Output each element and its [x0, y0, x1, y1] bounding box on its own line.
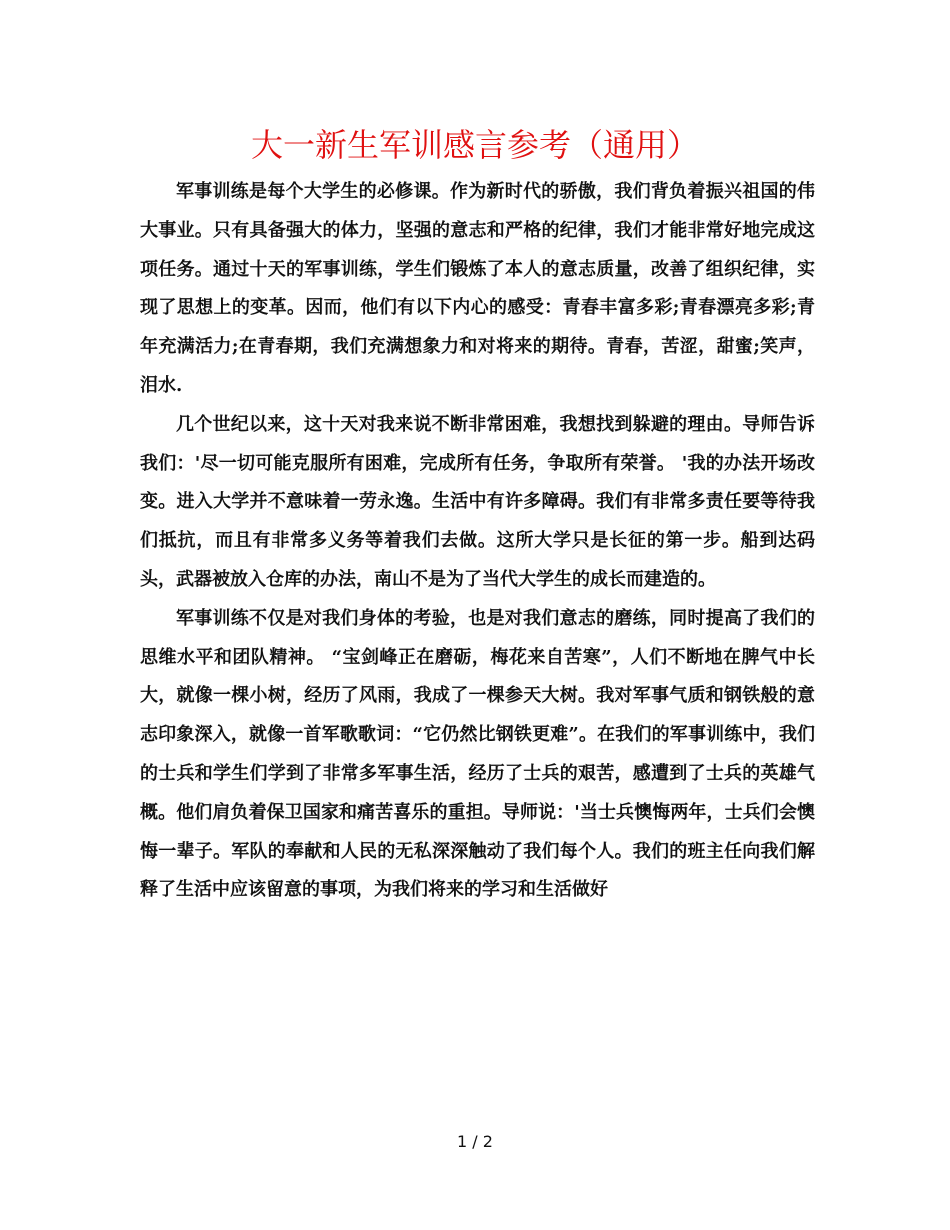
paragraph: 军事训练是每个大学生的必修课。作为新时代的骄傲，我们背负着振兴祖国的伟大事业。只有具备强大的体力，坚强的意志和严格的纪律，我们才能非常好地完成这项任务。通过十天的军事训练，学生们锻炼了本人的意志质量，改善了组织纪律，实现了思想上的变革。因而，他们有以下内心的感受：青春丰富多彩;青春漂亮多彩;青年充满活力;在青春期，我们充满想象力和对将来的期待。青春，苦涩，甜蜜;笑声，泪水. — [140, 181, 815, 396]
page-number: 1 / 2 — [457, 1132, 493, 1151]
paragraph: 军事训练不仅是对我们身体的考验，也是对我们意志的磨练，同时提高了我们的思维水平和团队精神。 “宝剑峰正在磨砺，梅花来自苦寒”，人们不断地在脾气中长大，就像一棵小树，经历了风雨，我成了一棵参天大树。我对军事气质和钢铁般的意志印象深入，就像一首军歌歌词：“它仍然比钢铁更难”。在我们的军事训练中，我们的士兵和学生们学到了非常多军事生活，经历了士兵的艰苦，感遭到了士兵的英雄气概。他们肩负着保卫国家和痛苦喜乐的重担。导师说：'当士兵懊悔两年，士兵们会懊悔一辈子。军队的奉献和人民的无私深深触动了我们每个人。我们的班主任向我们解释了生活中应该留意的事项，为我们将来的学习和生活做好 — [140, 607, 815, 901]
document-body — [140, 173, 815, 910]
document-title: 大一新生军训感言参考（通用） — [250, 126, 699, 164]
paragraph: 几个世纪以来，这十天对我来说不断非常困难，我想找到躲避的理由。导师告诉我们：'尽一切可能克服所有困难，完成所有任务，争取所有荣誉。 '我的办法开场改变。进入大学并不意味着一劳永逸。生活中有许多障碍。我们有非常多责任要等待我们抵抗，而且有非常多义务等着我们去做。这所大学只是长征的第一步。船到达码头，武器被放入仓库的办法，南山不是为了当代大学生的成长而建造的。 — [140, 413, 815, 590]
